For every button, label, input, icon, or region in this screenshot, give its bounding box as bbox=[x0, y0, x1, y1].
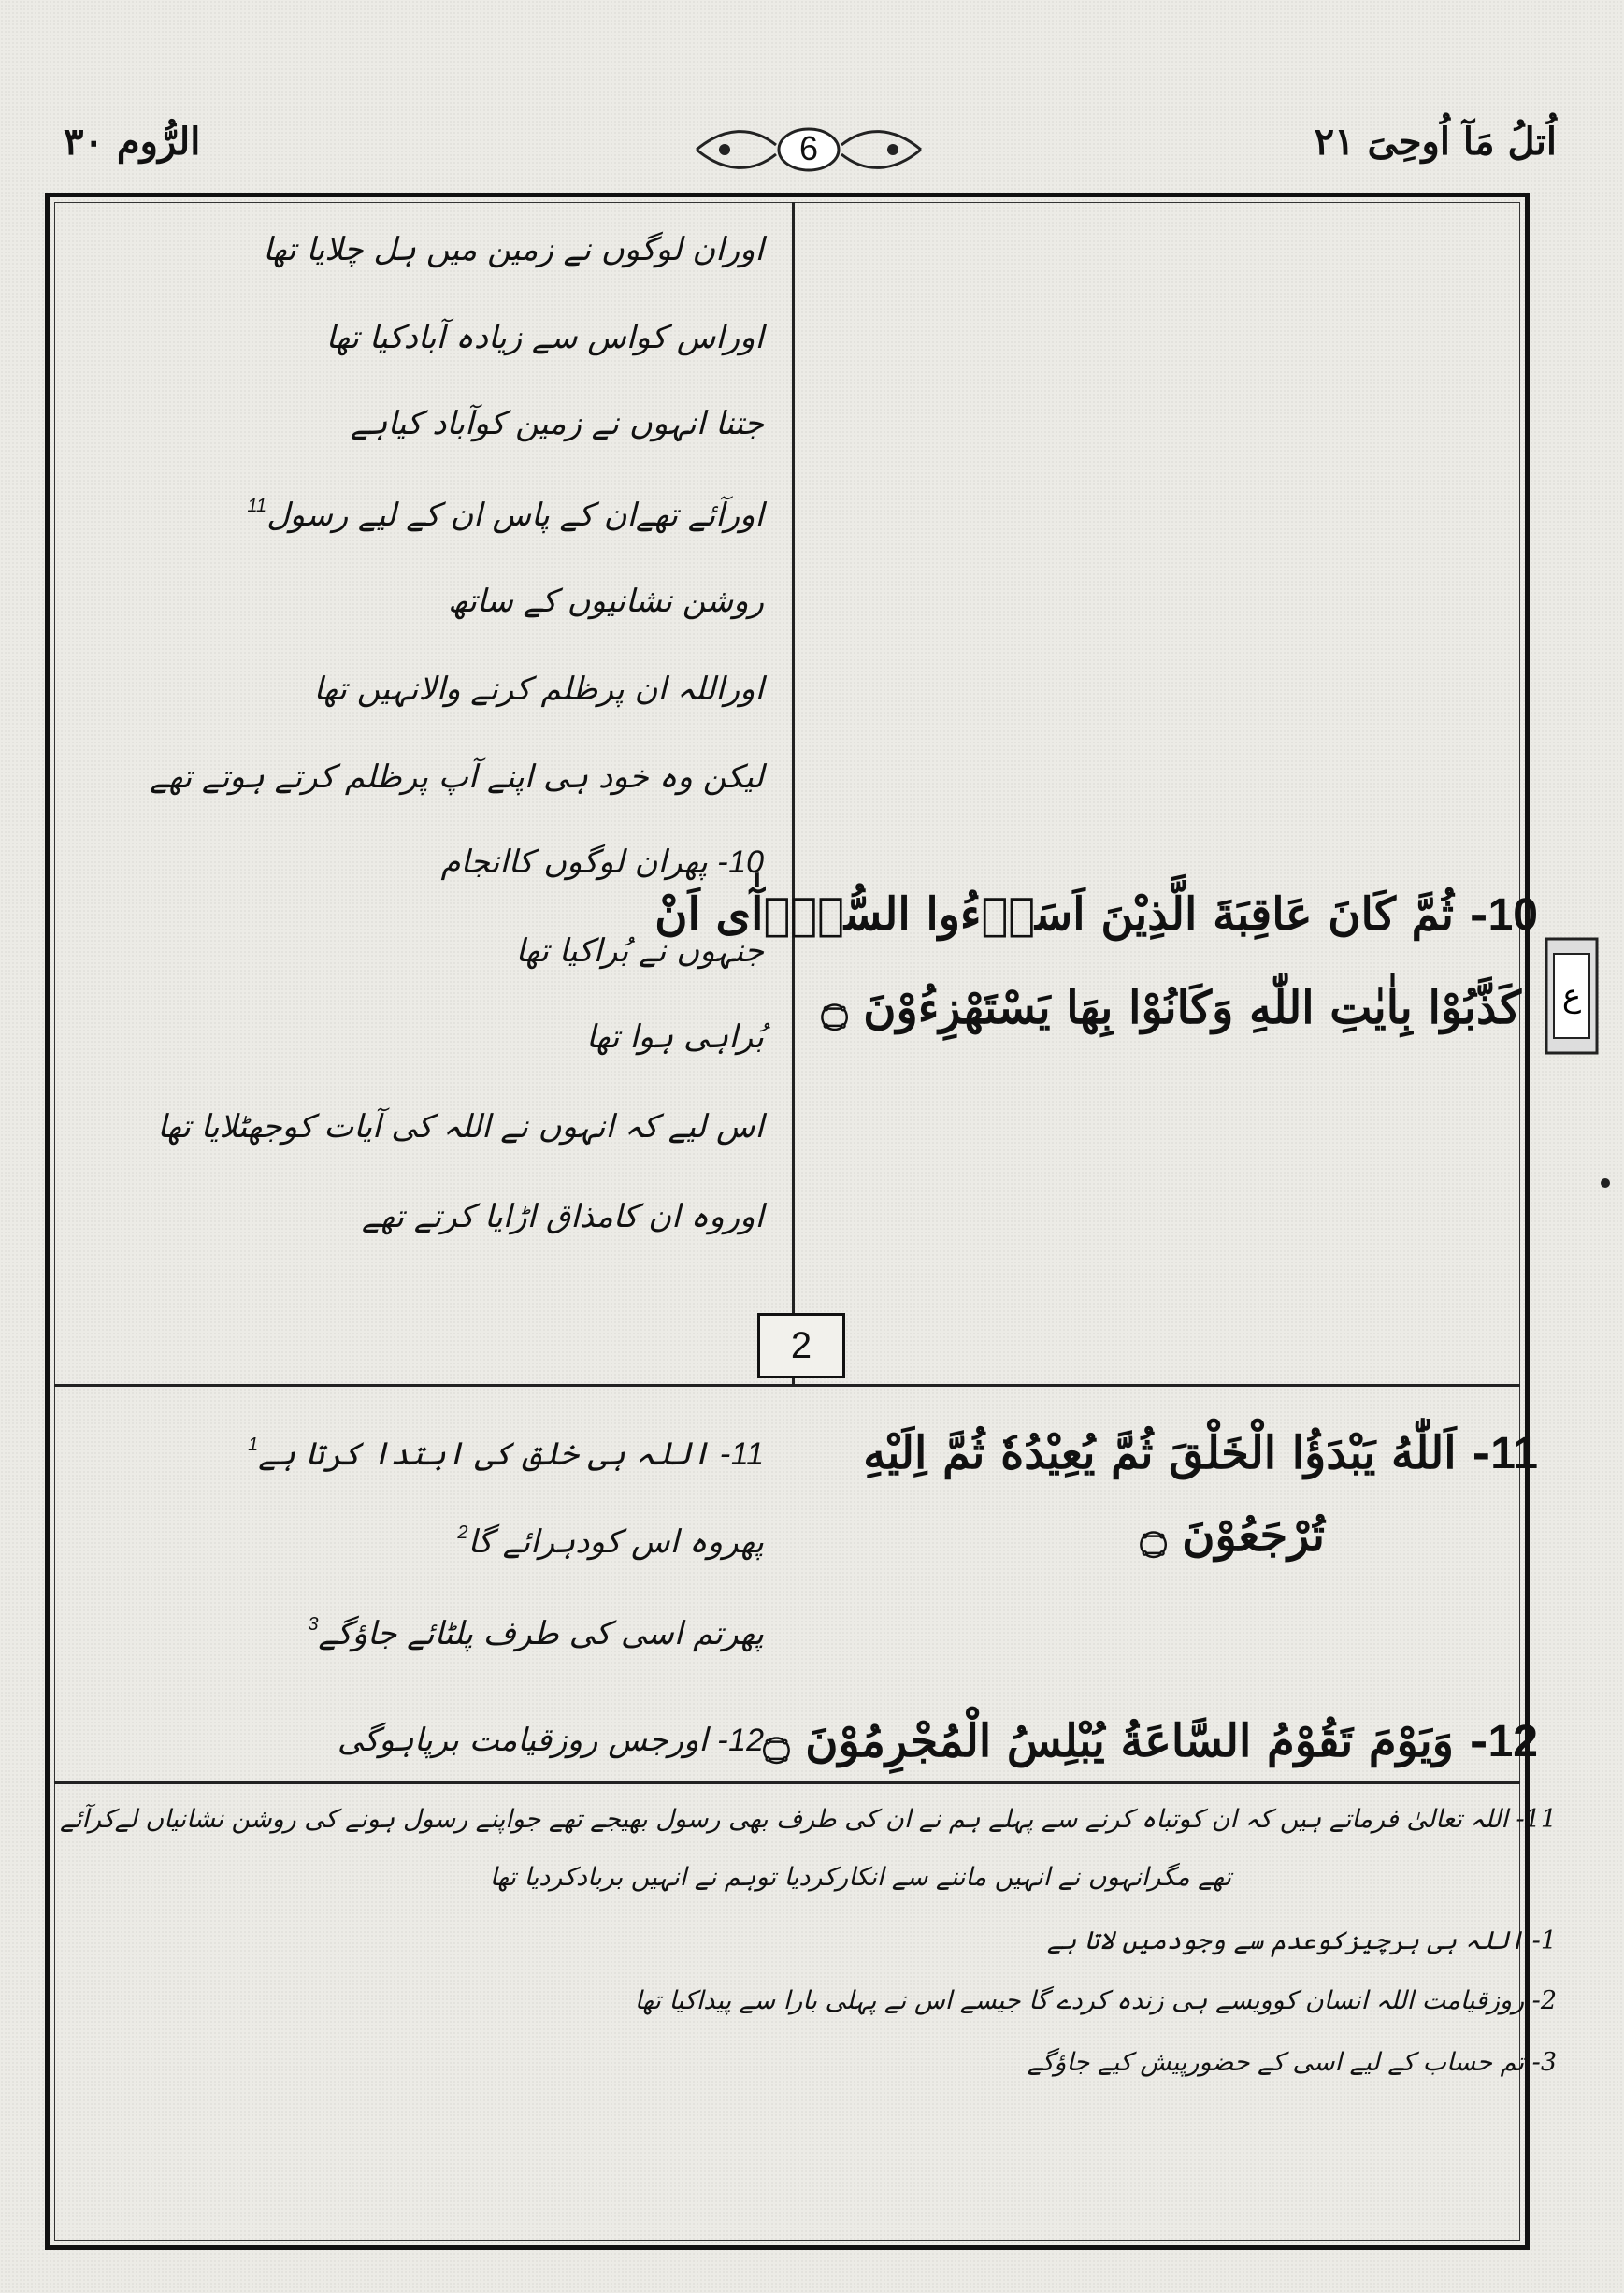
verse-number: 11 bbox=[1490, 1429, 1538, 1478]
arabic-verse-10-line2: كَذَّبُوْا بِاٰيٰتِ اللّٰهِ وَكَانُوْا بِهَا يَسْتَهْزِءُوْنَ ۝ bbox=[821, 982, 1521, 1034]
translation-line: جنہوں نے بُراکیا تھا bbox=[515, 932, 764, 970]
footnote-line: 3- تم حساب کے لیے اسی کے حضورپیش کیے جاؤگے bbox=[1027, 2048, 1557, 2077]
translation-line: اوروہ ان کامذاق اڑایا کرتے تھے bbox=[361, 1198, 764, 1235]
translation-text: پھرتم اسی کی طرف پلٹائے جاؤگے bbox=[318, 1615, 764, 1652]
arabic-text: ثُمَّ كَانَ عَاقِبَةَ الَّذِيْنَ اَسَاۗءُوا السُّوْۗآٰى اَنْ bbox=[654, 888, 1454, 941]
juz-title: اُتلُ مَآ اُوحِیَ ۲۱ bbox=[1314, 120, 1557, 164]
translation-line: روشن نشانیوں کے ساتھ bbox=[448, 583, 764, 620]
translation-line: لیکن وہ خود ہی اپنے آپ پرظلم کرتے ہوتے تھے bbox=[150, 758, 764, 796]
translation-text: پھروہ اس کودہرائے گا bbox=[467, 1523, 764, 1561]
verse-number: 10 bbox=[728, 844, 764, 880]
translation-text: اورآئے تھےان کے پاس ان کے لیے رسول bbox=[266, 497, 764, 534]
arabic-text: وَيَوْمَ تَقُوْمُ السَّاعَةُ يُبْلِسُ الْمُجْرِمُوْنَ ۝ bbox=[763, 1715, 1454, 1767]
verse-number: 11 bbox=[730, 1436, 764, 1472]
verse-12-translation: 12- اورجس روزقیامت برپاہوگی bbox=[337, 1722, 764, 1759]
margin-dot bbox=[1601, 1178, 1610, 1188]
footnote-line: 11- اللہ تعالیٰ فرماتے ہیں کہ ان کوتباہ کرنے سے پہلے ہم نے ان کی طرف بھی رسول بھیجے تھے جواپنے رسول ہونے کی روشن نشانیاں لےکرآئے bbox=[60, 1805, 1557, 1834]
translation-line bbox=[308, 1614, 764, 1652]
translation-line bbox=[457, 1522, 764, 1561]
arabic-verse-11-line1: 11- اَللّٰهُ يَبْدَؤُا الْخَلْقَ ثُمَّ يُعِيْدُهٗ ثُمَّ اِلَيْهِ bbox=[863, 1427, 1538, 1479]
translation-line: اوراللہ ان پرظلم کرنے والانہیں تھا bbox=[313, 671, 764, 708]
translation-text: پھران لوگوں کاانجام bbox=[440, 844, 708, 881]
ruku-mark: ع bbox=[1561, 977, 1582, 1015]
translation-line: اس لیے کہ انہوں نے اللہ کی آیات کوجھٹلایا تھا bbox=[157, 1108, 764, 1146]
verse-10-translation: 10- پھران لوگوں کاانجام bbox=[440, 844, 764, 881]
footnote-line: 1- اللہ ہی ہرچیزکوعدم سے وجودمیں لاتا ہے bbox=[1046, 1926, 1557, 1955]
footnote-marker: 1 bbox=[248, 1435, 259, 1455]
arabic-verse-10-line1: 10- ثُمَّ كَانَ عَاقِبَةَ الَّذِيْنَ اَسَاۗءُوا السُّوْۗآٰى اَنْ bbox=[654, 888, 1538, 941]
verse-number: 12 bbox=[1487, 1717, 1538, 1767]
translation-text: اورجس روزقیامت برپاہوگی bbox=[337, 1722, 708, 1759]
ruku-mark-ornament bbox=[1543, 935, 1601, 1057]
translation-text: اللہ ہی خلق کی ابتدا کرتا ہے bbox=[258, 1435, 711, 1473]
section-number: 2 bbox=[757, 1313, 845, 1378]
footnote-divider bbox=[54, 1384, 1520, 1387]
column-divider bbox=[792, 202, 795, 1384]
translation-line: بُراہی ہوا تھا bbox=[586, 1018, 764, 1056]
arabic-verse-12: 12- وَيَوْمَ تَقُوْمُ السَّاعَةُ يُبْلِسُ الْمُجْرِمُوْنَ ۝ bbox=[763, 1715, 1538, 1767]
translation-line bbox=[247, 496, 764, 534]
page-number: 6 bbox=[798, 129, 819, 167]
footnote-line: 2- روزقیامت اللہ انسان کوویسے ہی زندہ کردے گا جیسے اس نے پہلی بارا سے پیداکیا تھا bbox=[634, 1986, 1557, 2015]
translation-line: اوران لوگوں نے زمین میں ہل چلایا تھا bbox=[263, 231, 764, 268]
arabic-verse-11-line2: تُرْجَعُوْنَ ۝ bbox=[1140, 1509, 1325, 1562]
footnote-marker: 2 bbox=[457, 1522, 468, 1543]
arabic-text: اَللّٰهُ يَبْدَؤُا الْخَلْقَ ثُمَّ يُعِيْدُهٗ ثُمَّ اِلَيْهِ bbox=[863, 1427, 1457, 1479]
surah-title: الرُّوم ۳۰ bbox=[64, 120, 201, 164]
footnote-line: تھے مگرانہوں نے انہیں ماننے سے انکارکردیا توہم نے انہیں بربادکردیا تھا bbox=[489, 1863, 1231, 1892]
translation-line: جتنا انہوں نے زمین کوآباد کیاہے bbox=[350, 405, 764, 442]
verse-11-translation: 11- اللہ ہی خلق کی ابتدا کرتا ہے$^1$ bbox=[248, 1435, 764, 1473]
translation-line: اوراس کواس سے زیادہ آبادکیا تھا bbox=[325, 319, 764, 356]
verse-number: 12 bbox=[728, 1723, 764, 1758]
footnote-marker: 11 bbox=[247, 496, 267, 516]
footnote-marker: 3 bbox=[308, 1614, 319, 1635]
verse-number: 10 bbox=[1487, 890, 1538, 940]
footnote-rule bbox=[54, 1781, 1520, 1784]
